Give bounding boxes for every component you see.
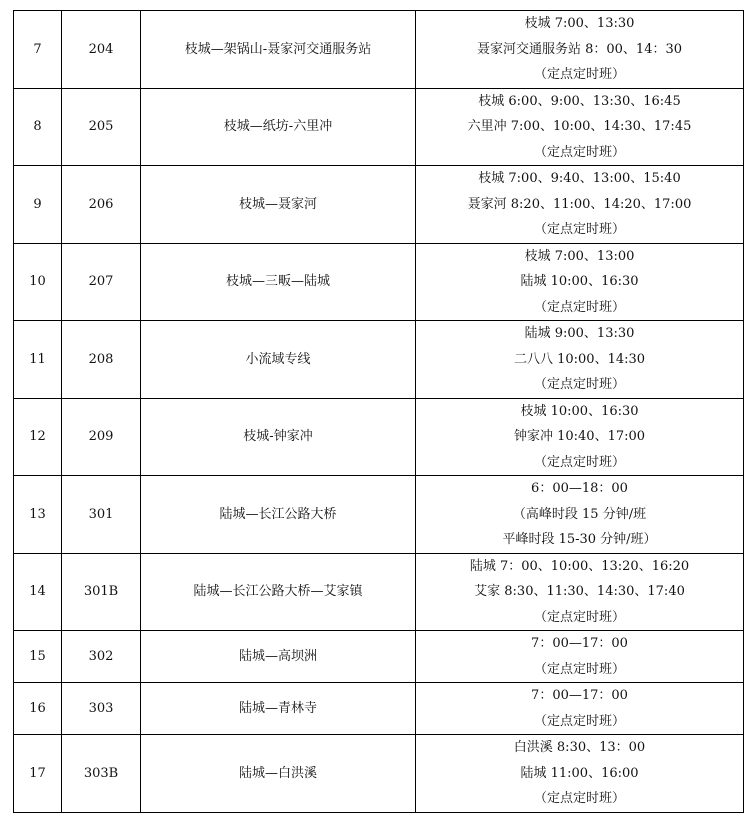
route-number-cell: 301B — [62, 553, 141, 631]
schedule-line: 二八八 10:00、14:30 — [513, 351, 646, 367]
bus-route-table — [13, 10, 744, 813]
table-row — [14, 243, 744, 321]
route-name-cell: 小流域专线 — [141, 321, 416, 399]
route-name-cell: 陆城—高坝洲 — [141, 631, 416, 683]
route-table-body — [14, 11, 744, 813]
route-index-cell: 15 — [14, 631, 62, 683]
schedule-line: （定点定时班） — [533, 67, 625, 82]
route-name-cell: 枝城—架锅山-聂家河交通服务站 — [141, 11, 416, 89]
route-index-cell: 14 — [14, 553, 62, 631]
route-index-cell: 11 — [14, 321, 62, 399]
schedule-cell — [416, 553, 744, 631]
route-number-cell: 206 — [62, 166, 141, 244]
route-index-cell: 10 — [14, 243, 62, 321]
schedule-line: 7：00—17：00 — [531, 636, 628, 651]
schedule-cell — [416, 243, 744, 321]
schedule-line: （定点定时班） — [533, 609, 625, 625]
route-number-cell: 205 — [62, 88, 141, 166]
schedule-cell — [416, 683, 744, 735]
schedule-line: 7：00—17：00 — [531, 688, 628, 703]
table-row — [14, 631, 744, 683]
schedule-line: （定点定时班） — [533, 454, 625, 470]
schedule-line: 六里冲 7:00、10:00、14:30、17:45 — [467, 119, 692, 134]
schedule-line: 枝城 6:00、9:00、13:30、16:45 — [478, 93, 681, 109]
table-row — [14, 88, 744, 166]
schedule-line: 陆城 7：00、10:00、13:20、16:20 — [469, 558, 690, 574]
schedule-line: 枝城 7:00、13:00 — [524, 248, 635, 264]
table-row — [14, 321, 744, 399]
route-name-cell: 枝城-钟家冲 — [141, 398, 416, 476]
schedule-cell — [416, 631, 744, 683]
schedule-line: 陆城 11:00、16:00 — [520, 765, 639, 781]
schedule-line: 聂家河 8:20、11:00、14:20、17:00 — [467, 196, 692, 212]
route-number-cell: 301 — [62, 476, 141, 554]
schedule-cell — [416, 398, 744, 476]
route-index-cell: 16 — [14, 683, 62, 735]
schedule-line: 白洪溪 8:30、13：00 — [513, 740, 646, 755]
table-row — [14, 553, 744, 631]
route-name-cell: 陆城—青林寺 — [141, 683, 416, 735]
route-number-cell: 303 — [62, 683, 141, 735]
schedule-cell — [416, 735, 744, 813]
schedule-line: （定点定时班） — [533, 222, 625, 237]
route-name-cell: 陆城—长江公路大桥 — [141, 476, 416, 554]
schedule-cell — [416, 321, 744, 399]
route-index-cell: 12 — [14, 398, 62, 476]
schedule-line: 艾家 8:30、11:30、14:30、17:40 — [474, 584, 685, 599]
schedule-line: 平峰时段 15-30 分钟/班） — [502, 532, 657, 547]
schedule-line: （定点定时班） — [533, 713, 625, 729]
route-index-cell: 7 — [14, 11, 62, 89]
table-row — [14, 398, 744, 476]
schedule-line: 陆城 9:00、13:30 — [524, 326, 635, 341]
route-name-cell: 枝城—纸坊-六里冲 — [141, 88, 416, 166]
route-number-cell: 207 — [62, 243, 141, 321]
schedule-line: （定点定时班） — [533, 791, 625, 806]
schedule-line: 枝城 7:00、13:30 — [524, 16, 635, 31]
schedule-line: 陆城 10:00、16:30 — [520, 274, 639, 289]
route-number-cell: 302 — [62, 631, 141, 683]
route-number-cell: 208 — [62, 321, 141, 399]
schedule-line: 枝城 7:00、9:40、13:00、15:40 — [478, 171, 681, 186]
schedule-line: 6：00—18：00 — [531, 481, 628, 496]
route-index-cell: 9 — [14, 166, 62, 244]
schedule-line: （定点定时班） — [533, 377, 625, 392]
route-index-cell: 13 — [14, 476, 62, 554]
route-name-cell: 枝城—聂家河 — [141, 166, 416, 244]
schedule-cell — [416, 88, 744, 166]
table-row — [14, 683, 744, 735]
schedule-line: （高峰时段 15 分钟/班 — [512, 506, 647, 522]
schedule-line: （定点定时班） — [533, 299, 625, 315]
table-row — [14, 11, 744, 89]
schedule-line: 聂家河交通服务站 8：00、14：30 — [476, 41, 683, 57]
schedule-cell — [416, 166, 744, 244]
schedule-cell — [416, 476, 744, 554]
schedule-line: 枝城 10:00、16:30 — [520, 403, 639, 419]
route-name-cell: 陆城—长江公路大桥—艾家镇 — [141, 553, 416, 631]
route-number-cell: 204 — [62, 11, 141, 89]
table-row — [14, 476, 744, 554]
schedule-line: （定点定时班） — [533, 661, 625, 677]
route-name-cell: 陆城—白洪溪 — [141, 735, 416, 813]
schedule-line: 钟家冲 10:40、17:00 — [513, 429, 646, 444]
table-row — [14, 166, 744, 244]
route-name-cell: 枝城—三畈—陆城 — [141, 243, 416, 321]
route-number-cell: 209 — [62, 398, 141, 476]
route-number-cell: 303B — [62, 735, 141, 813]
route-index-cell: 17 — [14, 735, 62, 813]
table-row — [14, 735, 744, 813]
schedule-line: （定点定时班） — [533, 144, 625, 160]
route-index-cell: 8 — [14, 88, 62, 166]
schedule-cell — [416, 11, 744, 89]
